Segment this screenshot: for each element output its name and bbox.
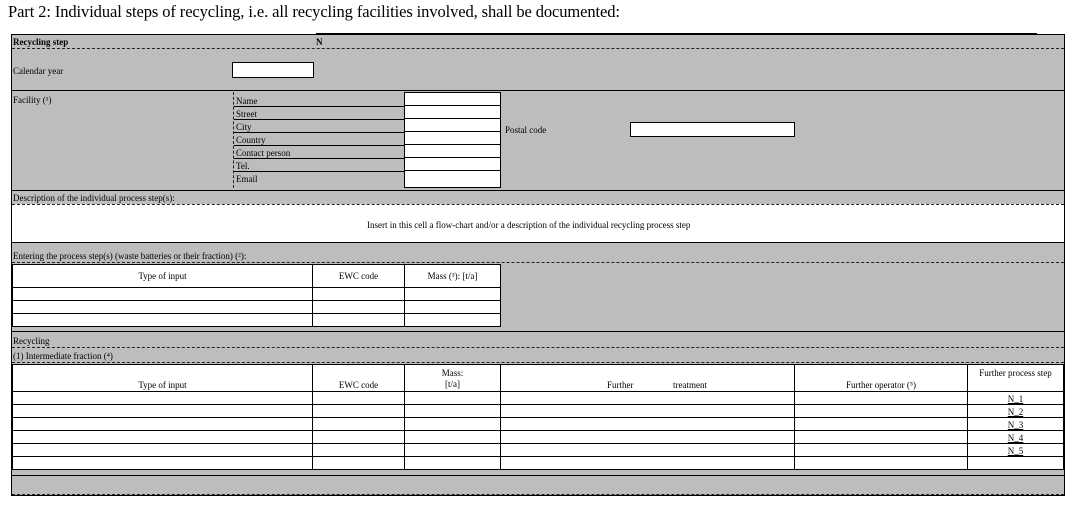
recycling-further-input[interactable] [500,391,795,405]
entering-ewc-input[interactable] [312,313,405,327]
recycling-further-header-word2: treatment [673,380,707,390]
recycling-operator-input[interactable] [794,404,968,418]
intermediate-fraction-label: (1) Intermediate fraction (⁴) [13,351,113,361]
recycling-further-input[interactable] [500,456,795,470]
entering-type-input[interactable] [12,287,313,301]
facility-name-input[interactable] [404,92,501,106]
recycling-operator-header-label: Further operator (⁵) [845,380,917,390]
separator [12,362,1064,363]
recycling-process-step-cell [967,430,1064,444]
recycling-type-input[interactable] [12,430,313,444]
recycling-type-input[interactable] [12,443,313,457]
recycling-type-input[interactable] [12,456,313,470]
facility-field-city-label: City [236,122,252,132]
postal-code-input[interactable] [630,122,795,137]
recycling-process-step-header [967,364,1064,392]
recycling-operator-input[interactable] [794,430,968,444]
separator [12,190,1064,191]
recycling-ewc-input[interactable] [312,404,405,418]
recycling-further-input[interactable] [500,430,795,444]
recycling-operator-header [794,364,968,392]
description-label: Description of the individual process step(s): [13,193,175,203]
facility-label: Facility (¹) [13,95,52,105]
recycling-further-input[interactable] [500,417,795,431]
recycling-mass-header-line1: Mass: [441,368,464,378]
entering-mass-header [404,264,501,288]
facility-field-contact-label: Contact person [236,148,291,158]
facility-contact-input[interactable] [404,144,501,158]
row-rule [234,171,404,172]
calendar-year-label: Calendar year [13,66,64,76]
entering-type-input[interactable] [12,313,313,327]
postal-code-label: Postal code [505,125,547,135]
recycling-process-step-cell [967,443,1064,457]
process-step-value: N_4 [1007,433,1024,443]
recycling-process-step-cell [967,391,1064,405]
recycling-further-input[interactable] [500,404,795,418]
recycling-process-step-cell [967,456,1064,470]
process-step-value: N_1 [1007,394,1024,404]
facility-street-input[interactable] [404,105,501,119]
recycling-ewc-input[interactable] [312,430,405,444]
facility-field-tel-label: Tel. [236,161,250,171]
facility-field-country-label: Country [236,135,266,145]
separator [12,48,1064,49]
row-rule [234,119,404,120]
calendar-year-input[interactable] [232,62,314,78]
recycling-operator-input[interactable] [794,417,968,431]
recycling-step-form [11,34,1065,496]
recycling-operator-input[interactable] [794,456,968,470]
row-rule [234,132,404,133]
entering-mass-input[interactable] [404,287,501,301]
recycling-ewc-header [312,364,405,392]
recycling-process-step-cell [967,417,1064,431]
recycling-mass-header-line2: [t/a] [445,379,460,389]
entering-mass-input[interactable] [404,300,501,314]
facility-field-email-label: Email [236,174,258,184]
process-step-value: N_5 [1007,446,1024,456]
facility-city-input[interactable] [404,118,501,132]
recycling-step-label: Recycling step [13,37,69,47]
separator [12,494,1064,495]
recycling-ewc-header-label: EWC code [338,380,379,390]
facility-field-name-label: Name [236,96,258,106]
recycling-mass-input[interactable] [404,443,501,457]
recycling-further-header-word1: Further [607,380,634,390]
entering-type-input[interactable] [12,300,313,314]
recycling-ewc-input[interactable] [312,417,405,431]
separator [12,475,1064,476]
recycling-type-input[interactable] [12,417,313,431]
recycling-ewc-input[interactable] [312,391,405,405]
page-heading: Part 2: Individual steps of recycling, i.e. all recycling facilities involved, shall be documented: [8,2,620,21]
recycling-further-header [500,364,795,392]
row-rule [234,145,404,146]
entering-type-header-label: Type of input [138,271,187,281]
entering-ewc-header [312,264,405,288]
recycling-further-input[interactable] [500,443,795,457]
recycling-ewc-input[interactable] [312,443,405,457]
recycling-mass-input[interactable] [404,404,501,418]
entering-mass-header-label: Mass (³): [t/a] [427,271,478,281]
process-step-value: N_2 [1007,407,1024,417]
facility-tel-input[interactable] [404,157,501,171]
recycling-type-header-label: Type of input [138,380,187,390]
entering-ewc-input[interactable] [312,287,405,301]
separator [12,347,1064,348]
row-rule [234,106,404,107]
separator [12,331,1064,332]
recycling-mass-input[interactable] [404,430,501,444]
recycling-step-value: N [316,37,323,47]
entering-label: Entering the process step(s) (waste batteries or their fraction) (²): [13,251,247,261]
facility-field-street-label: Street [236,109,257,119]
separator [12,262,1064,263]
recycling-ewc-input[interactable] [312,456,405,470]
recycling-operator-input[interactable] [794,443,968,457]
entering-mass-input[interactable] [404,313,501,327]
description-placeholder: Insert in this cell a flow-chart and/or a description of the individual recycling process step [367,220,691,230]
entering-ewc-header-label: EWC code [338,271,379,281]
entering-type-header [12,264,313,288]
recycling-mass-input[interactable] [404,417,501,431]
separator [12,90,1064,91]
recycling-type-input[interactable] [12,404,313,418]
recycling-label: Recycling [13,336,50,346]
recycling-process-step-header-label: Further process step [979,368,1052,378]
recycling-mass-header [404,364,501,392]
recycling-operator-input[interactable] [794,391,968,405]
recycling-type-header [12,364,313,392]
recycling-type-input[interactable] [12,391,313,405]
recycling-process-step-cell [967,404,1064,418]
recycling-mass-input[interactable] [404,391,501,405]
facility-email-input[interactable] [404,170,501,188]
process-step-value: N_3 [1007,420,1024,430]
entering-ewc-input[interactable] [312,300,405,314]
facility-country-input[interactable] [404,131,501,145]
recycling-mass-input[interactable] [404,456,501,470]
row-rule [234,158,404,159]
description-input[interactable] [12,204,1064,243]
